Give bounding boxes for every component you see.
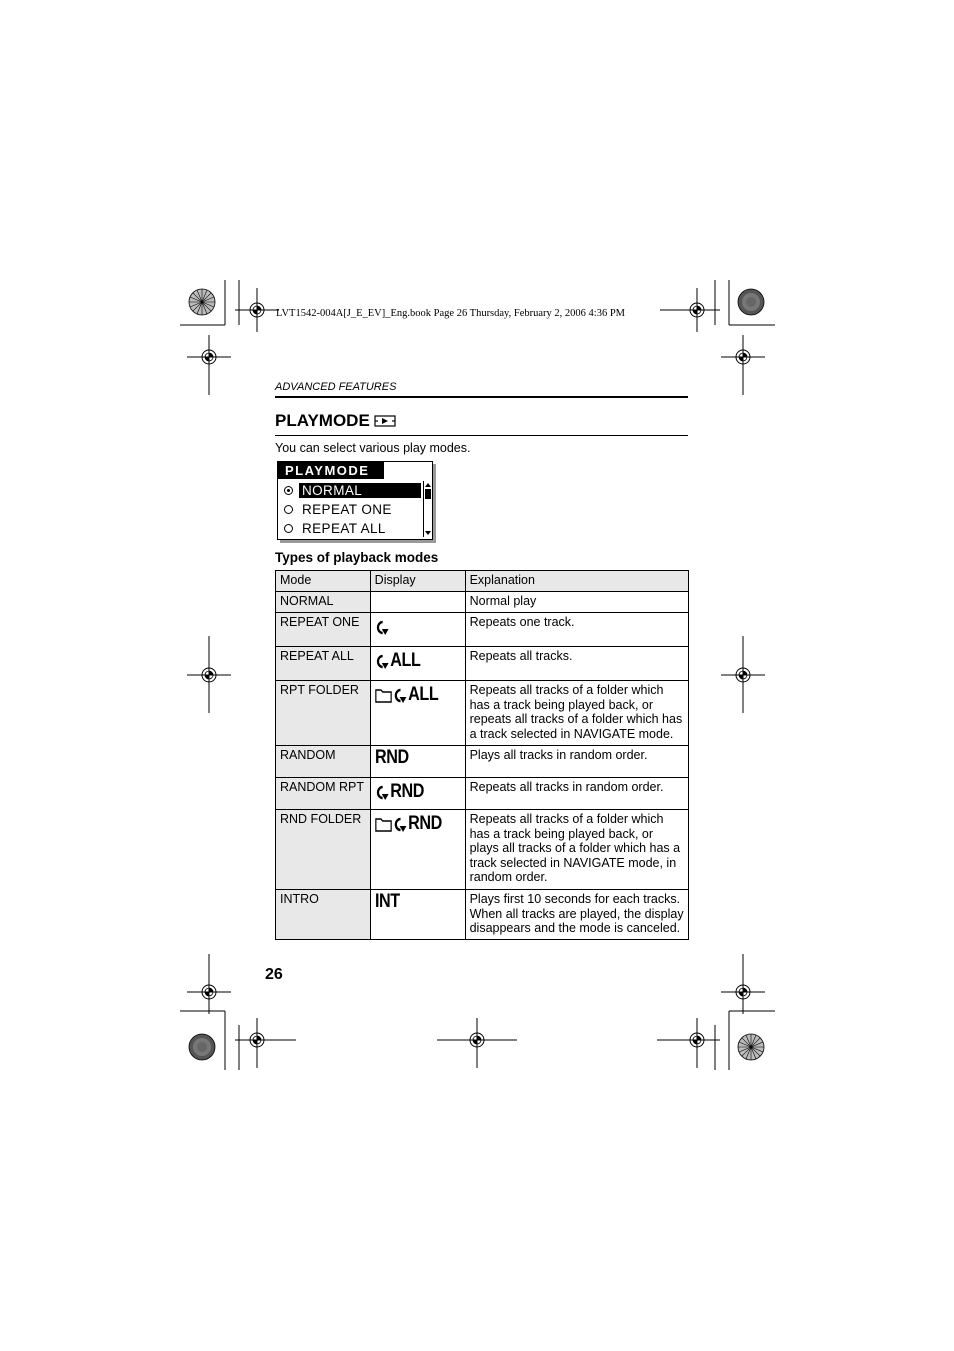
page-title [275,411,396,431]
table-row [276,592,689,613]
book-header: LVT1542-004A[J_E_EV]_Eng.book Page 26 Thursday, February 2, 2006 4:36 PM [276,308,625,319]
intro-text: You can select various play modes. [275,441,471,455]
lcd-title: PLAYMODE [278,462,384,479]
mode-cell: RPT FOLDER [276,681,371,746]
repeat-icon [393,815,407,833]
mode-cell: NORMAL [276,592,371,613]
display-cell [370,592,465,613]
play-mode-icon [374,414,396,428]
table-heading: Types of playback modes [275,550,439,565]
repeat-icon [375,652,389,670]
table-row [276,890,689,940]
col-header-display: Display [370,571,465,592]
scrollbar-graphic [424,481,432,537]
explanation-cell: Repeats all tracks of a folder which has a track being played back, or plays all tracks of a folder which has a track selected in NAVIGATE mode, in random order. [465,810,688,890]
table-row [276,810,689,890]
page-number: 26 [265,966,283,983]
radio-selected-icon [284,486,293,495]
display-indicator [375,812,448,833]
col-header-explanation: Explanation [465,571,688,592]
lcd-scrollbar[interactable] [423,481,432,537]
display-cell [370,746,465,778]
display-text: RND [374,747,409,768]
explanation-cell: Plays first 10 seconds for each tracks. When all tracks are played, the display disappears and the mode is canceled. [465,890,688,940]
explanation-cell: Plays all tracks in random order. [465,746,688,778]
display-indicator [375,683,448,704]
lcd-screen [277,461,433,540]
folder-icon [375,687,392,703]
display-text: ALL [407,683,438,705]
explanation-cell: Repeats all tracks of a folder which has a track being played back, or repeats all tracks of a folder which has a track selected in NAVIGATE mode. [465,681,688,746]
header-rule [275,396,688,398]
lcd-option-label: REPEAT ONE [302,501,392,517]
mode-cell: INTRO [276,890,371,940]
display-text: RND [407,812,442,834]
radio-empty-icon [284,505,293,514]
table-row [276,613,689,647]
explanation-cell: Repeats all tracks in random order. [465,778,688,810]
display-indicator [375,615,448,636]
table-row [276,681,689,746]
title-rule [275,435,688,436]
display-indicator [375,892,448,910]
display-cell [370,778,465,810]
repeat-icon [393,686,407,704]
explanation-cell: Repeats one track. [465,613,688,647]
mode-cell: RANDOM [276,746,371,778]
lcd-option-label: NORMAL [299,483,421,498]
explanation-cell: Normal play [465,592,688,613]
playback-modes-table [275,570,689,940]
display-cell [370,890,465,940]
section-header: ADVANCED FEATURES [275,381,397,393]
repeat-icon [375,618,389,636]
folder-icon [375,816,392,832]
display-cell [370,647,465,681]
page-title-text: PLAYMODE [275,411,370,430]
display-text: RND [389,780,424,802]
table-row [276,778,689,810]
mode-cell: REPEAT ONE [276,613,371,647]
repeat-icon [375,783,389,801]
display-indicator [375,649,448,670]
display-cell [370,810,465,890]
lcd-option-repeat-one[interactable] [284,500,395,518]
lcd-option-normal[interactable] [284,481,421,499]
display-cell [370,613,465,647]
mode-cell: RND FOLDER [276,810,371,890]
explanation-cell: Repeats all tracks. [465,647,688,681]
table-row [276,746,689,778]
table-header-row [276,571,689,592]
col-header-mode: Mode [276,571,371,592]
lcd-option-repeat-all[interactable] [284,519,389,537]
mode-cell: RANDOM RPT [276,778,371,810]
display-cell [370,681,465,746]
display-text: ALL [389,649,421,671]
mode-cell: REPEAT ALL [276,647,371,681]
display-indicator [375,748,448,766]
lcd-option-label: REPEAT ALL [302,520,386,536]
radio-empty-icon [284,524,293,533]
display-indicator [375,780,448,801]
display-text: INT [374,891,400,912]
table-row [276,647,689,681]
